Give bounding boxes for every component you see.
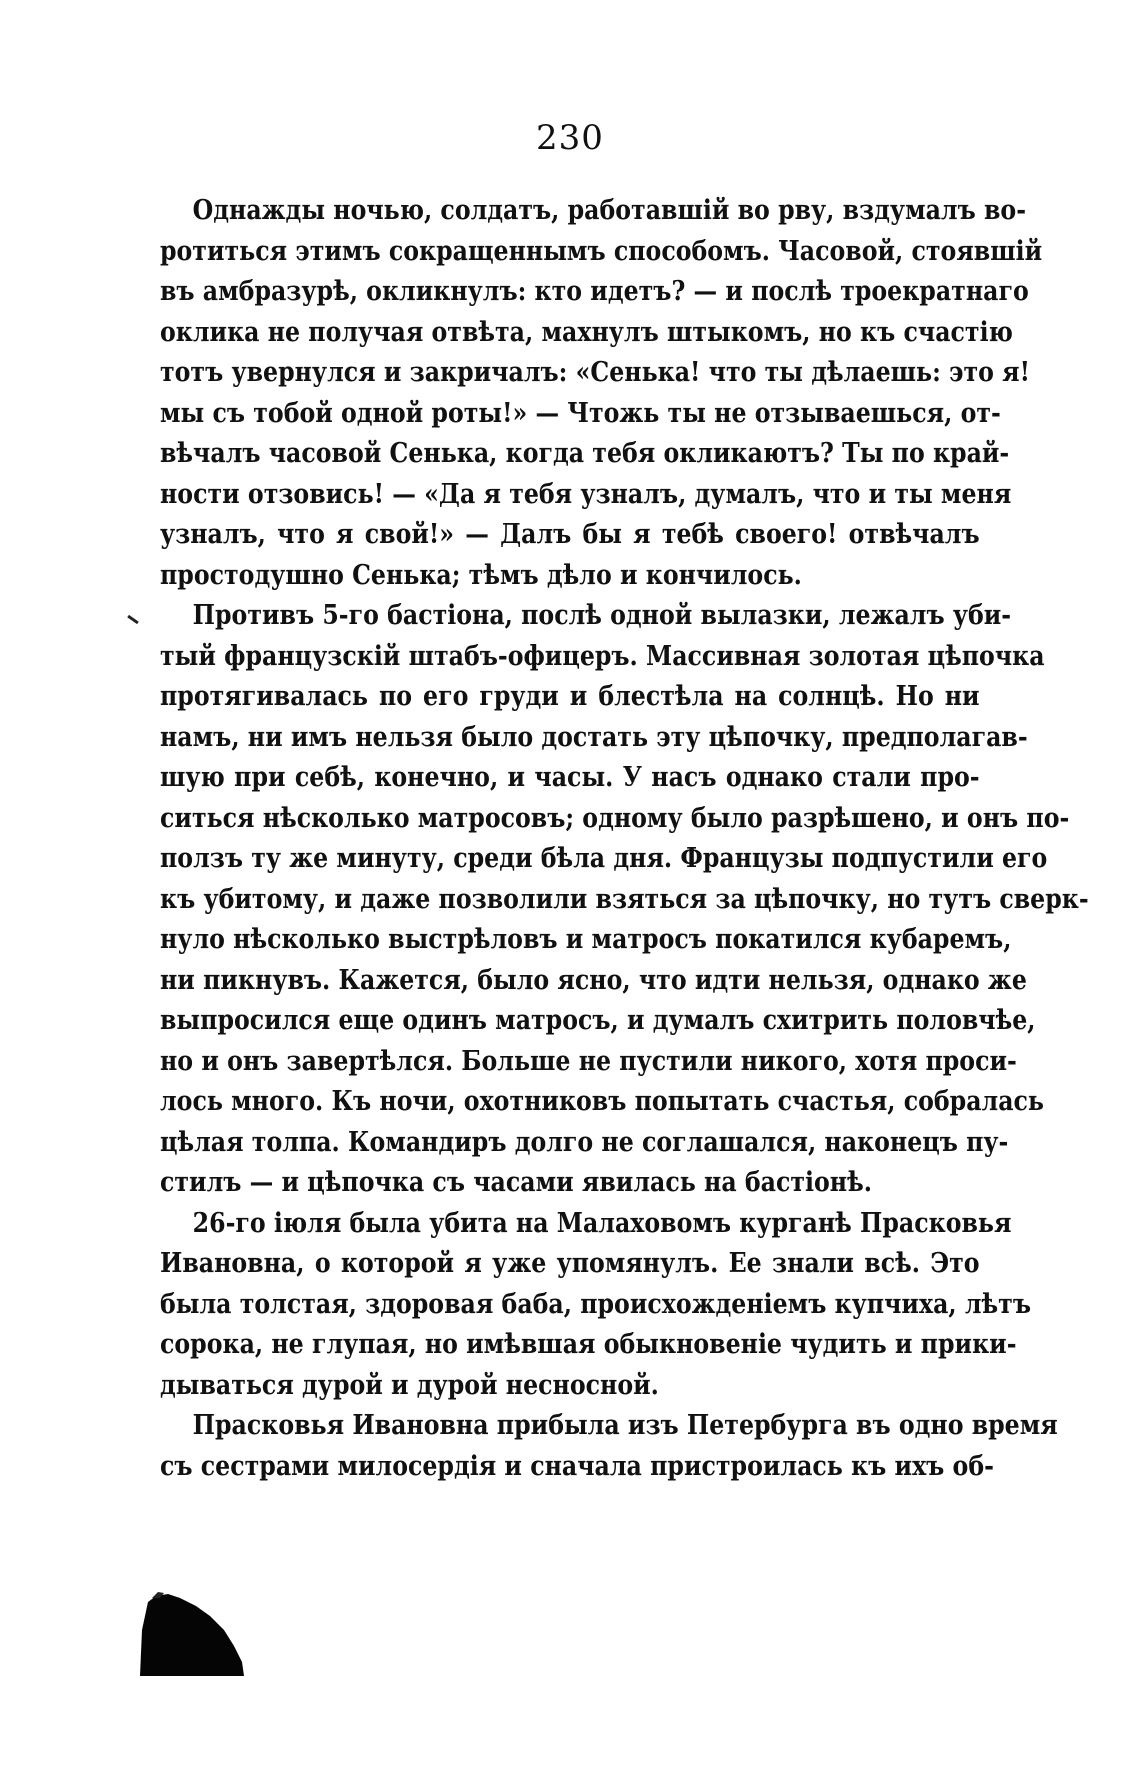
text-line: сорока, не глупая, но имѣвшая обыкновеніе чудить и прики- [160, 1328, 1017, 1360]
text-line: тый французскій штабъ-офицеръ. Массивная золотая цѣпочка [160, 639, 1045, 672]
text-line: 26-го іюля была убита на Малаховомъ курганѣ Прасковья [192, 1206, 1012, 1239]
text-line: мы съ тобой одной роты!» — Чтожь ты не отзываешься, от- [160, 396, 1001, 429]
text-line: ни пикнувъ. Кажется, было ясно, что идти нельзя, однако же [160, 963, 1027, 996]
text-line: Противъ 5-го бастіона, послѣ одной вылазки, лежалъ уби- [192, 599, 1012, 631]
margin-mark [127, 615, 139, 624]
text-line: узналъ, что я свой!» — Далъ бы я тебѣ своего! отвѣчалъ [160, 518, 980, 550]
text-line: ности отзовись! — «Да я тебя узналъ, думалъ, что и ты меня [160, 477, 1012, 510]
text-line: стилъ — и цѣпочка съ часами явилась на бастіонѣ. [160, 1166, 872, 1198]
text-line: ползъ ту же минуту, среди бѣла дня. Французы подпустили его [160, 842, 1048, 874]
paragraph-1 [160, 190, 1043, 595]
text-line: цѣлая толпа. Командиръ долго не соглашался, наконецъ пу- [160, 1125, 1009, 1158]
text-line: была толстая, здоровая баба, происхожденіемъ купчиха, лѣтъ [160, 1287, 1031, 1320]
text-line: выпросился еще одинъ матросъ, и думалъ схитрить половчѣе, [160, 1004, 1036, 1036]
text-line: къ убитому, и даже позволили взяться за цѣпочку, но тутъ сверк- [160, 882, 1089, 915]
text-line: простодушно Сенька; тѣмъ дѣло и кончилось. [160, 558, 802, 591]
body-text [160, 190, 1089, 1486]
text-line: вѣчалъ часовой Сенька, когда тебя окликаютъ? Ты по край- [160, 437, 1010, 469]
text-line: шую при себѣ, конечно, и часы. У насъ однако стали про- [160, 761, 980, 793]
text-line: Однажды ночью, солдатъ, работавшій во рву, вздумалъ во- [192, 194, 1027, 226]
text-line: ротиться этимъ сокращеннымъ способомъ. Часовой, стоявшій [160, 234, 1043, 267]
text-line: тотъ увернулся и закричалъ: «Сенька! что ты дѣлаешь: это я! [160, 356, 1030, 388]
text-line: Ивановна, о которой я уже упомянулъ. Ее знали всѣ. Это [160, 1247, 980, 1279]
text-line: лось много. Къ ночи, охотниковъ попытать счастья, собралась [160, 1085, 1044, 1117]
page-number: 230 [536, 118, 604, 158]
text-line: Прасковья Ивановна прибыла изъ Петербурга въ одно время [192, 1409, 1058, 1441]
paragraph-4 [160, 1405, 1058, 1486]
paragraph-3 [160, 1203, 1031, 1406]
text-line: оклика не получая отвѣта, махнулъ штыкомъ, но къ счастію [160, 315, 1013, 348]
text-line: ситься нѣсколько матросовъ; одному было разрѣшено, и онъ по- [160, 801, 1070, 834]
text-line: но и онъ завертѣлся. Больше не пустили никого, хотя проси- [160, 1044, 1017, 1077]
text-line: дываться дурой и дурой несносной. [160, 1368, 659, 1401]
text-line: въ амбразурѣ, окликнулъ: кто идетъ? — и послѣ троекратнаго [160, 275, 1029, 307]
text-line: съ сестрами милосердія и сначала пристроилась къ ихъ об- [160, 1449, 994, 1482]
text-line: намъ, ни имъ нельзя было достать эту цѣпочку, предполагав- [160, 720, 1028, 753]
ink-stain [138, 1590, 246, 1676]
paragraph-2 [160, 595, 1089, 1203]
text-line: нуло нѣсколько выстрѣловъ и матросъ покатился кубаремъ, [160, 923, 1012, 955]
text-line: протягивалась по его груди и блестѣла на солнцѣ. Но ни [160, 680, 980, 712]
